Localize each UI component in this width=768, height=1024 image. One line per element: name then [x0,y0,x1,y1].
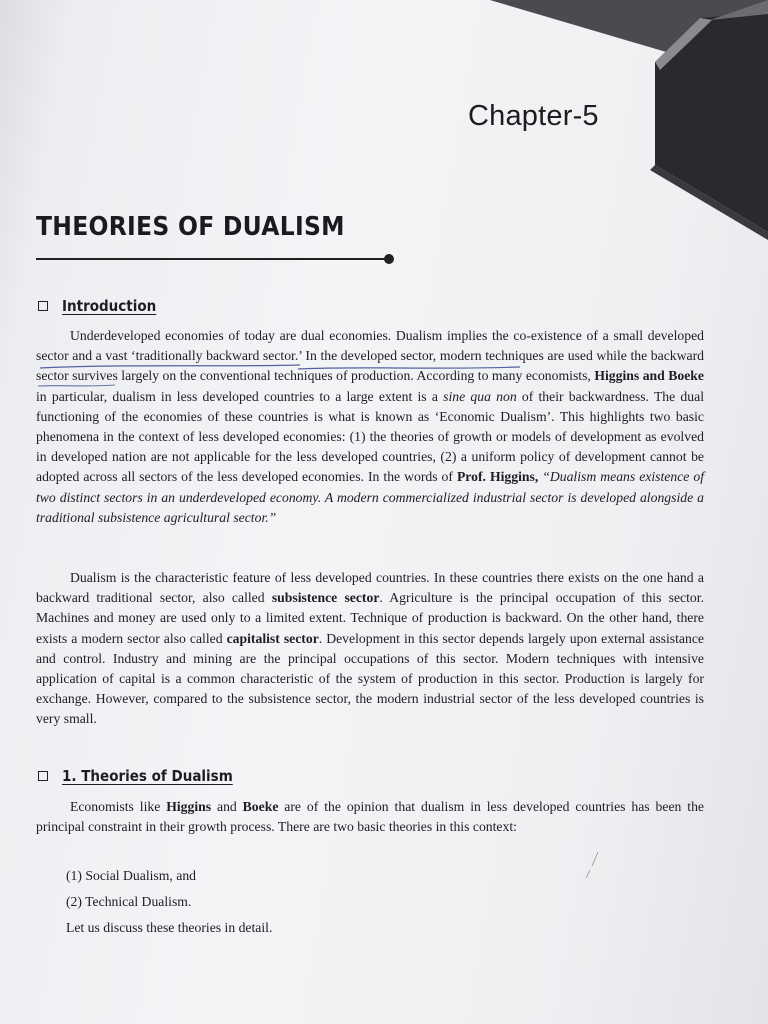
list-item-technical-dualism: (2) Technical Dualism. [66,894,192,909]
list-item-social-dualism: (1) Social Dualism, and [66,868,197,883]
text-run: Underdeveloped economies of today are dual economies. Dualism implies the co-existence of a small developed sector and a vast ‘traditionally backward sector.’ In the developed sector, modern techniques are used while the backward sector survives largely on the conventional techniques of production. According to many economists, [36,328,704,384]
intro-paragraph-2 [36,568,704,730]
intro-paragraph-1 [36,326,704,528]
bold-run: subsistence sector [271,590,380,606]
section-heading-theories [36,767,252,785]
page-title: THEORIES OF DUALISM [36,212,345,242]
text-run: in particular, dualism in less developed countries to a large extent is a [36,388,444,404]
bold-run: Boeke [242,799,279,814]
theories-paragraph [36,797,704,837]
chapter-label: Chapter-5 [468,100,599,132]
bold-run: Higgins [166,799,212,814]
section-heading-text: Introduction [62,297,157,315]
section-heading-text: 1. Theories of Dualism [62,767,233,785]
text-run: are of the opinion that dualism in less developed countries has been the principal constraint in their growth process. There are two basic theories in this context: [36,799,704,835]
bold-run: Higgins and Boeke [594,368,704,384]
text-run: . Agriculture is the principal occupation of this sector. Machines and money are used only to a limited extent. Technique of production is backward. On the other hand, there exists a modern sector also called [36,590,704,646]
text-run: and [211,799,243,814]
quote-italic: “Dualism means existence of two distinct sectors in an underdeveloped economy. A modern commercialized industrial sector is developed alongside a traditional subsistence agricultural sector.” [36,469,704,525]
square-bullet-icon [38,301,48,311]
closing-line: Let us discuss these theories in detail. [66,920,273,935]
title-underline [36,258,386,260]
text-run: of their backwardness. The dual functioning of the economies of these countries is what is known as ‘Economic Dualism’. This highlights two basic phenomena in the context of less developed economies: (1) the theories of growth or models of development as evolved in developed nation are not applicable for the less developed countries, (2) a uniform policy of development cannot be adopted across all sectors of the less developed economies. In the words of [36,388,705,485]
bold-run: Prof. Higgins, [456,469,539,485]
title-underline-dot [384,254,394,264]
chapter-corner-graphic [0,0,768,240]
text-run: . Development in this sector depends largely upon external assistance and control. Industry and mining are the principal occupations of this sector. Modern techniques with intensive application of capital is a common characteristic of the system of production in this sector. Production is largely for exchange. However, compared to the subsistence sector, the modern industrial sector of the less developed countries is very small. [36,630,704,727]
italic-run: sine qua non [443,388,517,404]
section-heading-introduction [36,297,167,315]
text-run: Dualism is the characteristic feature of less developed countries. In these countries there exists on the one hand a backward traditional sector, also called [36,570,704,606]
text-run: Economists like [70,799,167,814]
square-bullet-icon [38,771,48,781]
bold-run: capitalist sector [226,630,319,646]
